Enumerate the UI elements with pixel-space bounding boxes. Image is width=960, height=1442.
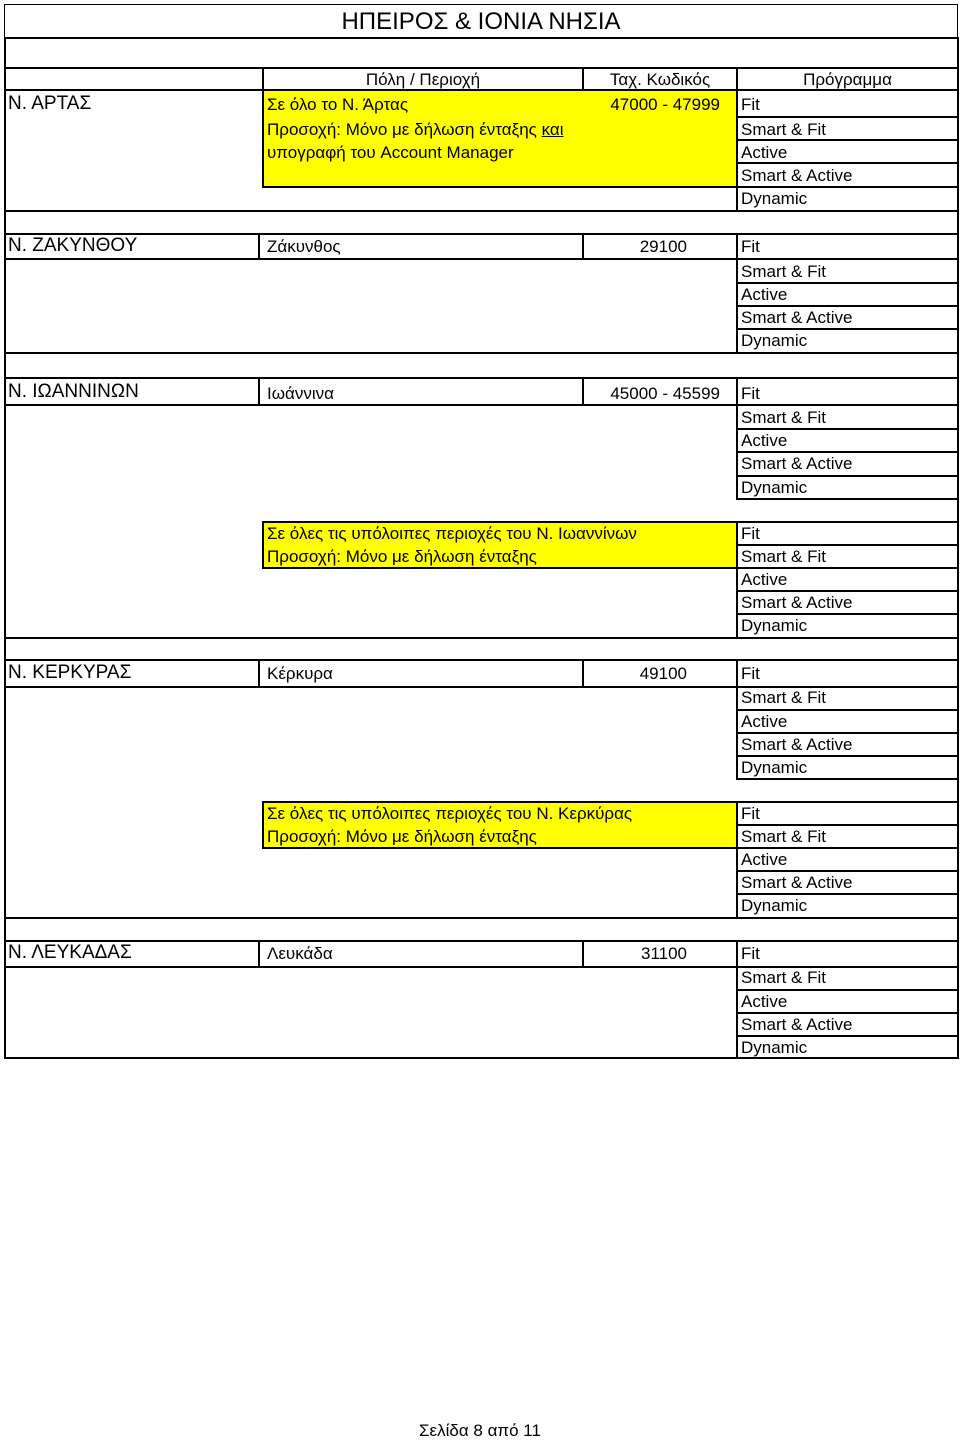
- program-active: Active: [741, 850, 788, 869]
- page-title: ΗΠΕΙΡΟΣ & ΙΟΝΙΑ ΝΗΣΙΑ: [4, 4, 958, 38]
- program-smart-active: Smart & Active: [741, 308, 853, 327]
- program-smart-fit: Smart & Fit: [741, 262, 827, 281]
- program-smart-active: Smart & Active: [741, 1015, 853, 1034]
- program-smart-fit: Smart & Fit: [741, 968, 827, 987]
- divider: [736, 89, 738, 211]
- program-smart-active: Smart & Active: [741, 166, 853, 185]
- zip-lefkada: 31100: [640, 944, 687, 963]
- program-dynamic: Dynamic: [741, 1038, 808, 1057]
- program-fit: Fit: [741, 804, 760, 823]
- zip-ioannina: 45000 - 45599: [610, 384, 720, 403]
- program-fit: Fit: [741, 944, 760, 963]
- kerkyra-rest-line2: Προσοχή: Μόνο με δήλωση ένταξης: [267, 827, 537, 846]
- prefecture-kerkyra: Ν. ΚΕΡΚΥΡΑΣ: [8, 662, 132, 683]
- zip-kerkyra: 49100: [639, 664, 687, 683]
- prefecture-zakynthos: Ν. ΖΑΚΥΝΘΟΥ: [8, 235, 138, 256]
- program-active: Active: [741, 143, 788, 162]
- program-dynamic: Dynamic: [741, 331, 808, 350]
- area-kerkyra: Κέρκυρα: [267, 664, 333, 683]
- divider: [736, 659, 738, 780]
- note-arta-line2: υπογραφή του Account Manager: [267, 143, 514, 162]
- program-smart-fit: Smart & Fit: [741, 547, 827, 566]
- divider: [4, 659, 959, 661]
- program-smart-fit: Smart & Fit: [741, 408, 827, 427]
- header-zip: Ταχ. Κωδικός: [609, 70, 711, 89]
- divider: [736, 233, 738, 354]
- divider: [736, 377, 738, 500]
- header-area: Πόλη / Περιοχή: [365, 70, 481, 89]
- program-fit: Fit: [741, 95, 760, 114]
- program-active: Active: [741, 570, 788, 589]
- program-fit: Fit: [741, 524, 760, 543]
- divider: [258, 659, 260, 687]
- program-fit: Fit: [741, 384, 760, 403]
- prefecture-arta: Ν. ΑΡΤΑΣ: [8, 93, 92, 114]
- divider: [4, 940, 959, 942]
- program-dynamic: Dynamic: [741, 758, 808, 777]
- divider: [4, 210, 959, 212]
- program-smart-active: Smart & Active: [741, 735, 853, 754]
- kerkyra-rest-line1: Σε όλες τις υπόλοιπες περιοχές του Ν. Κερκύρας: [267, 804, 633, 823]
- program-fit: Fit: [741, 664, 760, 683]
- program-fit: Fit: [741, 237, 760, 256]
- program-smart-fit: Smart & Fit: [741, 120, 827, 139]
- program-dynamic: Dynamic: [741, 189, 808, 208]
- divider: [736, 940, 738, 1059]
- program-dynamic: Dynamic: [741, 616, 808, 635]
- program-dynamic: Dynamic: [741, 478, 808, 497]
- area-zakynthos: Ζάκυνθος: [267, 237, 341, 256]
- divider: [258, 233, 260, 259]
- page-footer: Σελίδα 8 από 11: [419, 1421, 541, 1440]
- divider: [4, 233, 959, 235]
- program-smart-fit: Smart & Fit: [741, 688, 827, 707]
- ioannina-rest-line1: Σε όλες τις υπόλοιπες περιοχές του Ν. Ιωαννίνων: [267, 524, 637, 543]
- zip-zakynthos: 29100: [639, 237, 687, 256]
- divider: [258, 940, 260, 967]
- divider: [4, 352, 959, 354]
- program-active: Active: [741, 431, 788, 450]
- note-arta-text: Προσοχή: Μόνο με δήλωση ένταξης: [267, 120, 542, 139]
- program-dynamic: Dynamic: [741, 896, 808, 915]
- zip-arta: 47000 - 47999: [610, 95, 720, 114]
- program-smart-active: Smart & Active: [741, 873, 853, 892]
- program-smart-fit: Smart & Fit: [741, 827, 827, 846]
- program-active: Active: [741, 285, 788, 304]
- program-active: Active: [741, 712, 788, 731]
- note-arta-underlined: και: [541, 120, 564, 139]
- divider: [4, 377, 959, 379]
- area-ioannina: Ιωάννινα: [267, 384, 334, 403]
- program-active: Active: [741, 992, 788, 1011]
- program-smart-active: Smart & Active: [741, 454, 853, 473]
- header-program: Πρόγραμμα: [803, 70, 892, 89]
- program-smart-active: Smart & Active: [741, 593, 853, 612]
- ioannina-rest-line2: Προσοχή: Μόνο με δήλωση ένταξης: [267, 547, 537, 566]
- note-arta-line1: [267, 118, 563, 141]
- area-arta: Σε όλο το Ν. Άρτας: [267, 95, 409, 114]
- divider: [258, 377, 260, 404]
- area-lefkada: Λευκάδα: [267, 944, 333, 963]
- prefecture-lefkada: Ν. ΛΕΥΚΑΔΑΣ: [8, 942, 132, 963]
- prefecture-ioannina: Ν. ΙΩΑΝΝΙΝΩΝ: [8, 381, 139, 402]
